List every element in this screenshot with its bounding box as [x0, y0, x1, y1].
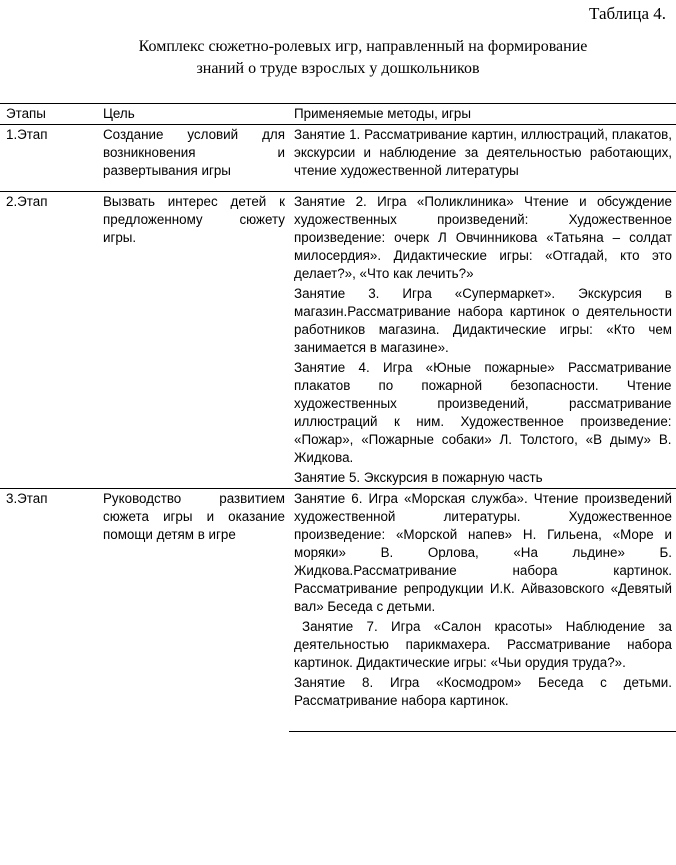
- method-cell: Занятие 5. Экскурсия в пожарную часть: [294, 470, 543, 485]
- header-goal: Цель: [97, 104, 289, 125]
- method-cell: Занятие 2. Игра «Поликлиника» Чтение и обсуждение художественных произведений: Художественное произведение: очерк Л Овчинникова «Татьяна – солдат милосердия». Дидактические игры: «Отгадай, кто это делает?», «Что как лечить?»: [289, 192, 676, 285]
- title-line-1: Комплекс сюжетно-ролевых игр, направленный на формирование: [138, 38, 588, 55]
- goal-cell: Создание условий для возникновения и развертывания игры: [103, 127, 285, 178]
- header-stages: Этапы: [0, 104, 97, 125]
- header-methods: Применяемые методы, игры: [289, 104, 676, 125]
- stage-cell: 2.Этап: [0, 192, 97, 489]
- method-cell: Занятие 4. Игра «Юные пожарные» Рассматривание плакатов по пожарной безопасности. Чтение художественных произведений, рассматривание иллюстраций к ним. Художественное произведение: «Пожар», «Пожарные собаки» Л. Толстого, «В дыму» В. Жидкова.: [289, 358, 676, 468]
- method-cell: Занятие 7. Игра «Салон красоты» Наблюдение за деятельностью парикмахера. Рассматривание набора картинок. Дидактические игры: «Чьи орудия труда?».: [294, 619, 672, 670]
- goal-cell: Руководство развитием сюжета игры и оказание помощи детям в игре: [97, 489, 289, 732]
- method-cell: Занятие 8. Игра «Космодром» Беседа с детьми. Рассматривание набора картинок.: [289, 673, 676, 732]
- goal-cell: Вызвать интерес детей к предложенному сюжету игры.: [97, 192, 289, 489]
- table-row: [0, 489, 676, 618]
- stage-cell: 1.Этап: [6, 127, 48, 142]
- games-table: [0, 103, 676, 732]
- title-line-2: знаний о труде взрослых у дошкольников: [196, 60, 480, 77]
- table-caption: Таблица 4.: [589, 4, 666, 23]
- method-cell: Занятие 6. Игра «Морская служба». Чтение произведений художественной литературы. Художественное произведение: «Морской напев» Н. Гильена, «Море и моряки» В. Орлова, «На льдине» Б. Жидкова.Рассматривание набора картинок. Рассматривание репродукции И.К. Айвазовского «Девятый вал» Беседа с детьми.: [289, 489, 676, 618]
- table-header-row: [0, 104, 676, 125]
- method-cell: Занятие 1. Рассматривание картин, иллюстраций, плакатов, экскурсии и наблюдение за деятельностью работающих, чтение художественной литературы: [294, 127, 672, 178]
- method-cell: Занятие 3. Игра «Супермаркет». Экскурсия в магазин.Рассматривание набора картинок о деятельности работников магазина. Дидактические игры: «Кто чем занимается в магазине».: [294, 286, 672, 355]
- table-row: [0, 125, 676, 182]
- table-row: [0, 192, 676, 285]
- document-title: [0, 36, 676, 80]
- stage-cell: 3.Этап: [0, 489, 97, 732]
- spacer-row: [0, 181, 676, 192]
